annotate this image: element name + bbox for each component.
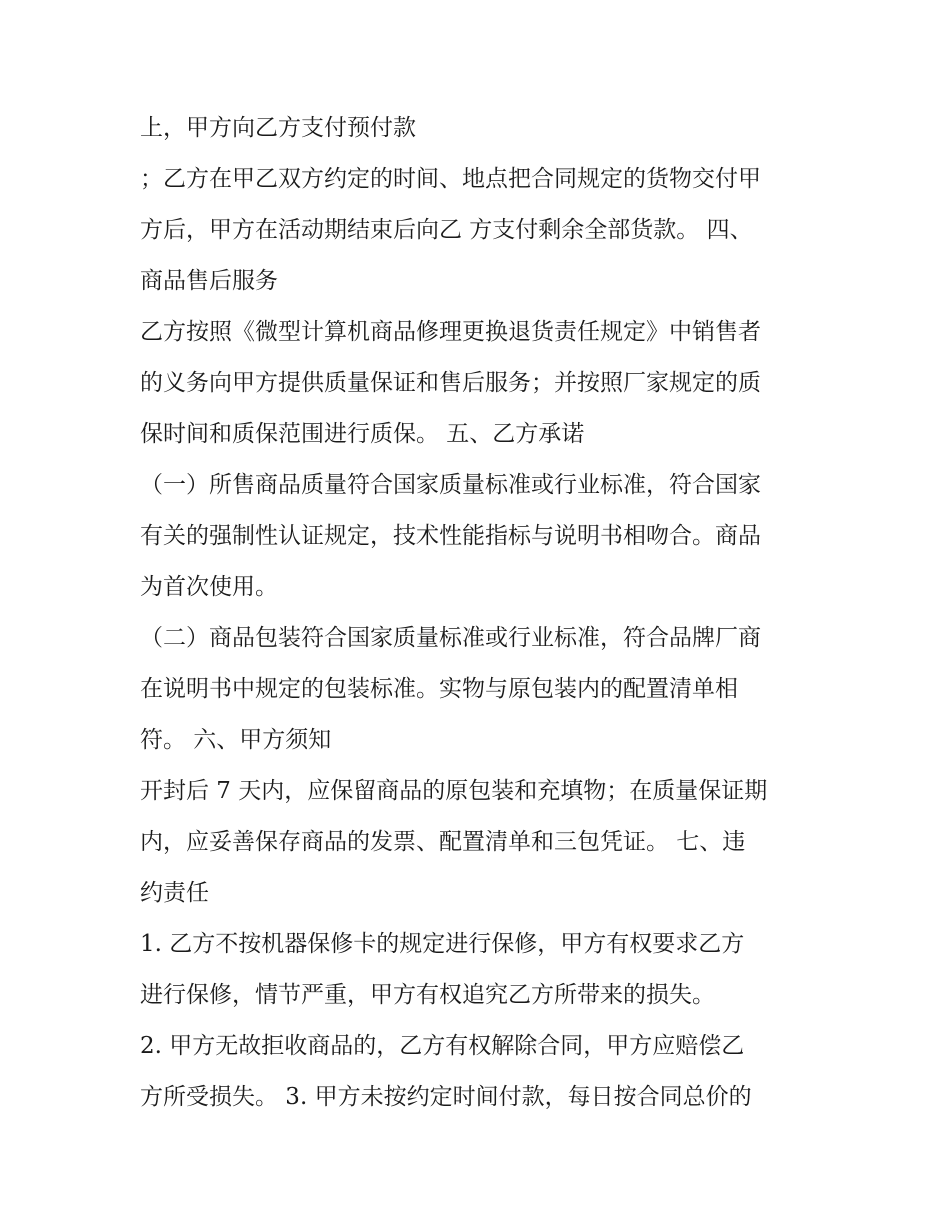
text-line: 开封后 7 天内，应保留商品的原包装和充填物；在质量保证期 — [140, 778, 768, 804]
text-line: 内，应妥善保存商品的发票、配置清单和三包凭证。 七、违 — [140, 829, 746, 855]
text-line: （一）所售商品质量符合国家质量标准或行业标准，符合国家 — [140, 472, 761, 498]
text-line: 保时间和质保范围进行质保。 五、乙方承诺 — [140, 421, 585, 447]
text-line: ；乙方在甲乙双方约定的时间、地点把合同规定的货物交付甲 — [140, 166, 761, 192]
section-heading: 商品售后服务 — [140, 268, 278, 294]
text-line: 2. 甲方无故拒收商品的，乙方有权解除合同，甲方应赔偿乙 — [140, 1033, 745, 1059]
text-line: 进行保修，情节严重，甲方有权追究乙方所带来的损失。 — [140, 982, 715, 1008]
text-line: 1. 乙方不按机器保修卡的规定进行保修，甲方有权要求乙方 — [140, 931, 745, 957]
section-heading: 约责任 — [140, 880, 209, 906]
text-line: 方所受损失。 3. 甲方未按约定时间付款，每日按合同总价的 — [140, 1084, 752, 1110]
text-line: 有关的强制性认证规定，技术性能指标与说明书相吻合。商品 — [140, 523, 761, 549]
text-line: 在说明书中规定的包装标准。实物与原包装内的配置清单相 — [140, 676, 738, 702]
text-line: 的义务向甲方提供质量保证和售后服务；并按照厂家规定的质 — [140, 370, 761, 396]
text-line: 乙方按照《微型计算机商品修理更换退货责任规定》中销售者 — [140, 319, 761, 345]
text-line: 符。 六、甲方须知 — [140, 727, 332, 753]
text-line: 方后，甲方在活动期结束后向乙 方支付剩余全部货款。 四、 — [140, 217, 753, 243]
text-line: 为首次使用。 — [140, 574, 278, 600]
text-line: （二）商品包装符合国家质量标准或行业标准，符合品牌厂商 — [140, 625, 761, 651]
text-line: 上，甲方向乙方支付预付款 — [140, 115, 416, 141]
